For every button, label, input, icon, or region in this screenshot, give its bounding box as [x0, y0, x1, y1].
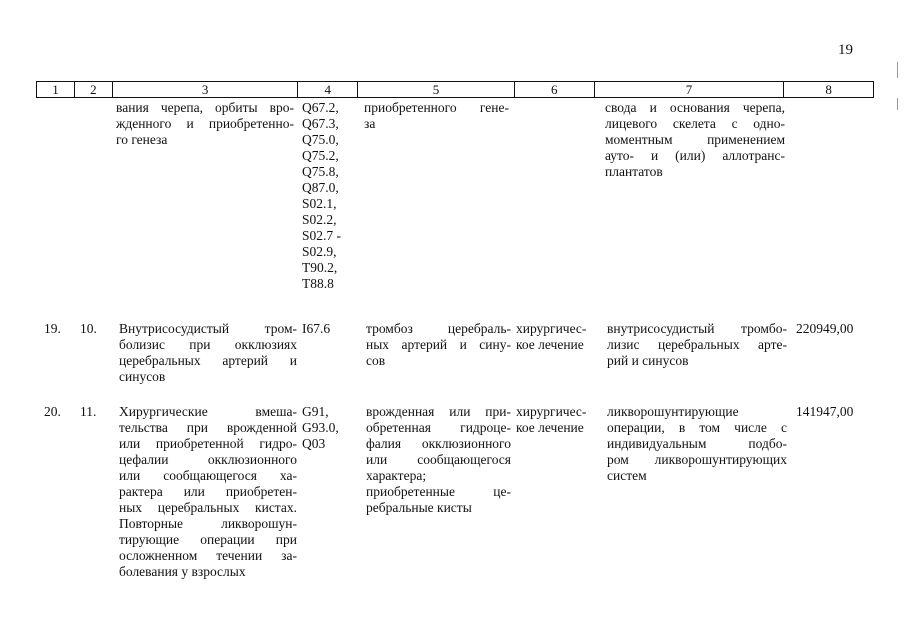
continuation-model-cell [364, 100, 509, 132]
row-model-cell [366, 404, 511, 516]
row-number: 19. [44, 321, 61, 336]
text-line: лицевого скелета с одно- [605, 116, 785, 131]
text-line: Повторные ликворошун- [119, 516, 297, 531]
code-line: I67.6 [302, 321, 331, 336]
code-line: Q67.3, [302, 116, 339, 131]
row-number: 20. [44, 404, 61, 419]
text-line: характера; [366, 468, 427, 483]
code-line: G93.0, [302, 420, 339, 435]
continuation-method-cell [605, 100, 785, 180]
text-line: приобретенные це- [366, 484, 511, 499]
code-line: Q87.0, [302, 180, 339, 195]
text-line: ликворошунтирующие [607, 404, 739, 419]
header-cell-8: 8 [825, 82, 832, 97]
header-cell-5: 5 [358, 82, 515, 97]
row-type-cell [516, 321, 586, 353]
text-line: синусов [119, 369, 166, 384]
text-line: операции, в том числе с [607, 420, 787, 435]
text-line: ауто- и (или) аллотранс- [605, 148, 785, 163]
code-line: S02.1, [302, 196, 337, 211]
text-line: сов [366, 353, 386, 368]
text-line: ром ликворошунтирующих [607, 452, 787, 467]
code-line: Q75.2, [302, 148, 339, 163]
code-line: Q03 [302, 436, 326, 451]
text-line: кое лечение [516, 420, 584, 435]
row-model-cell [366, 321, 511, 369]
header-cell-1: 1 [37, 82, 75, 97]
text-line: или сообщающегося ха- [119, 468, 297, 483]
text-line: индивидуальным подбо- [607, 436, 787, 451]
text-line: или сообщающегося [366, 452, 511, 467]
text-line: обретенная гидроце- [366, 420, 511, 435]
header-cell-4: 4 [298, 82, 358, 97]
text-line: врожденная или при- [366, 404, 511, 419]
text-line: моментным применением [605, 132, 785, 147]
page-number: 19 [838, 42, 853, 58]
text-line: Внутрисосудистый тром- [119, 321, 297, 336]
code-line: S02.7 - [302, 228, 342, 243]
margin-mark [897, 62, 898, 78]
row-subnumber: 10. [80, 321, 97, 336]
text-line: свода и основания черепа, [605, 100, 785, 115]
code-line: Q75.0, [302, 132, 339, 147]
text-line: цефалии окклюзионного [119, 452, 297, 467]
text-line: тирующие операции при [119, 532, 297, 547]
text-line: приобретенного гене- [364, 100, 509, 115]
row-name-cell [119, 404, 297, 580]
code-line: Q67.2, [302, 100, 339, 115]
row-name-cell [119, 321, 297, 385]
text-line: вания черепа, орбиты вро- [116, 100, 294, 115]
text-line: плантатов [605, 164, 663, 179]
text-line: жденного и приобретенно- [116, 116, 294, 131]
text-line: Хирургические вмеша- [119, 404, 297, 419]
text-line: фалия окклюзионного [366, 436, 511, 451]
row-subnumber: 11. [80, 404, 97, 419]
header-cell-7: 7 [595, 82, 785, 97]
code-line: T88.8 [302, 276, 334, 291]
text-line: тромбоз церебраль- [366, 321, 511, 336]
text-line: болевания у взрослых [119, 564, 246, 579]
text-line: за [364, 116, 376, 131]
row-cost: 220949,00 [796, 321, 854, 336]
text-line: го генеза [116, 132, 168, 147]
text-line: хирургичес- [516, 321, 587, 336]
text-line: лизис церебральных арте- [607, 337, 787, 352]
text-line: кое лечение [516, 337, 584, 352]
code-line: S02.9, [302, 244, 337, 259]
continuation-name-cell [116, 100, 294, 148]
code-line: Q75.8, [302, 164, 339, 179]
row-codes-cell [302, 321, 330, 337]
row-codes-cell [302, 404, 339, 452]
header-cell-2: 2 [75, 82, 113, 97]
column-number-header [36, 81, 874, 98]
text-line: церебральных артерий и [119, 353, 297, 368]
row-cost: 141947,00 [796, 404, 854, 419]
text-line: ных церебральных кистах. [119, 500, 297, 515]
text-line: хирургичес- [516, 404, 587, 419]
text-line: ребральные кисты [366, 500, 472, 515]
text-line: или приобретенной гидро- [119, 436, 297, 451]
header-cell-3: 3 [113, 82, 299, 97]
code-line: G91, [302, 404, 329, 419]
text-line: болизис при окклюзиях [119, 337, 297, 352]
code-line: S02.2, [302, 212, 337, 227]
margin-mark [897, 98, 898, 110]
row-type-cell [516, 404, 586, 436]
code-line: T90.2, [302, 260, 338, 275]
row-method-cell [607, 321, 787, 369]
header-cell-6: 6 [515, 82, 595, 97]
text-line: осложненном течении за- [119, 548, 297, 563]
text-line: ных артерий и сину- [366, 337, 511, 352]
row-method-cell [607, 404, 787, 484]
text-line: внутрисосудистый тромбо- [607, 321, 787, 336]
text-line: рий и синусов [607, 353, 689, 368]
text-line: систем [607, 468, 647, 483]
text-line: тельства при врожденной [119, 420, 297, 435]
text-line: рактера или приобретен- [119, 484, 297, 499]
continuation-codes-cell [302, 100, 364, 292]
